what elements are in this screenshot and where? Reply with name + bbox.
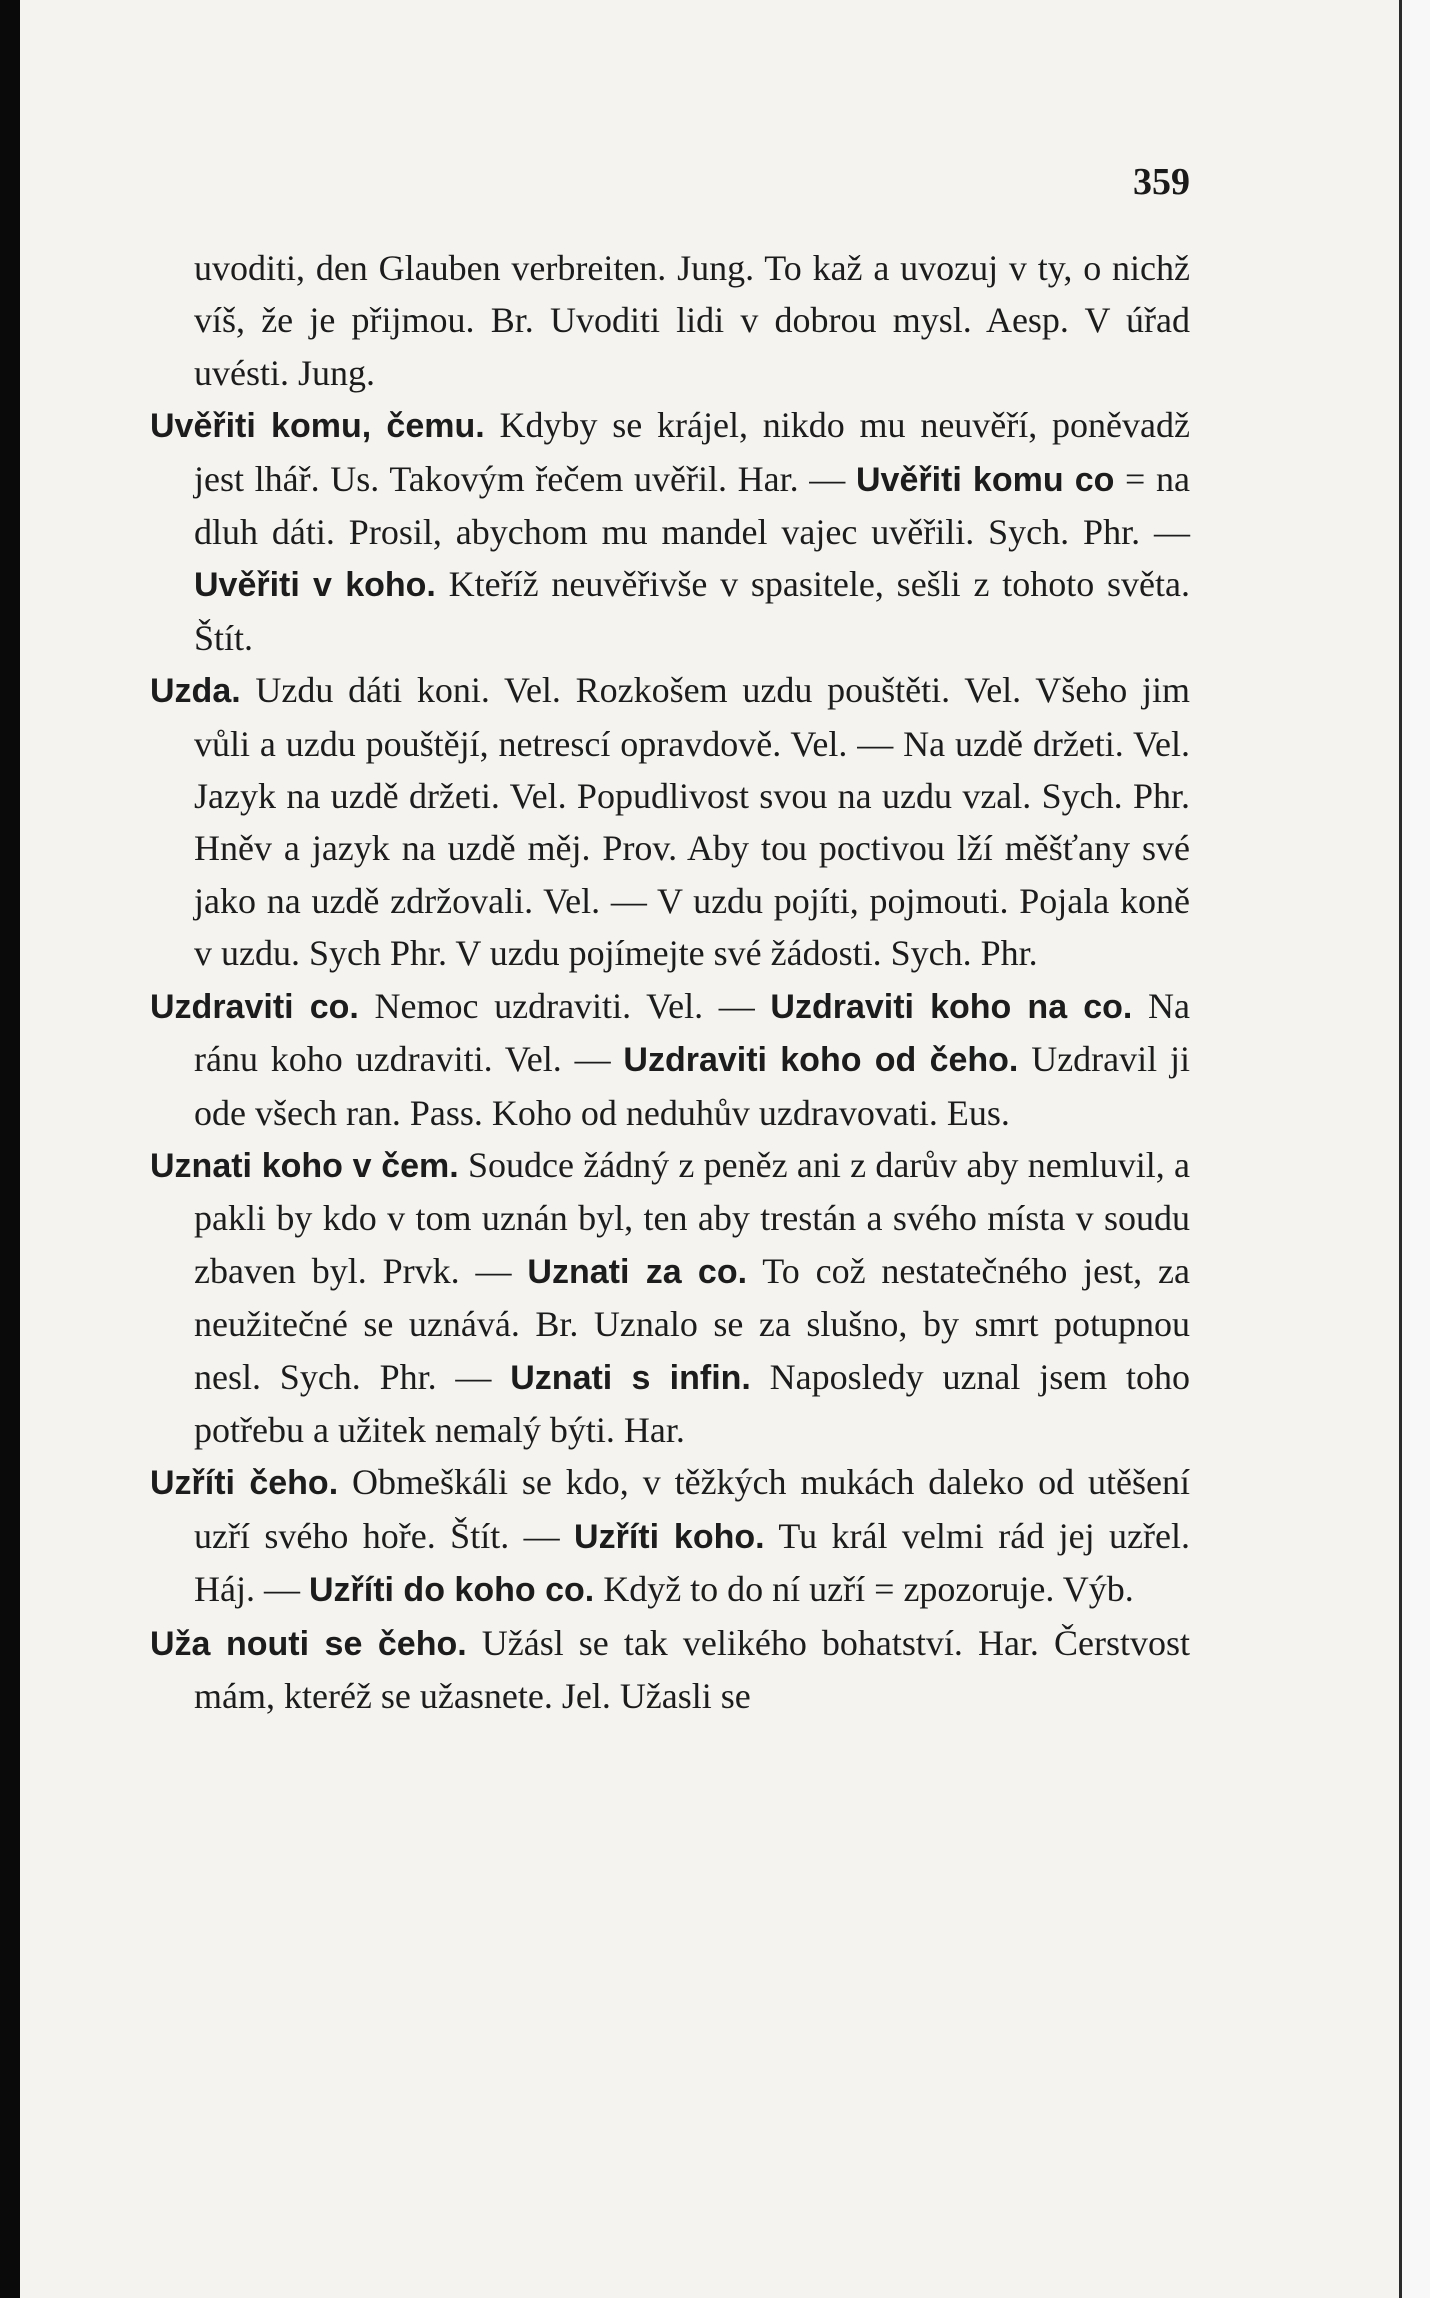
headword: Uža nouti se čeho. [150, 1624, 467, 1663]
headword: Uvěřiti v koho. [194, 566, 436, 605]
entry-text: Soudce žádný z peněz ani z darův aby nemluvil, a pakli by kdo v tom uznán byl, ten aby trestán a svého místa v soudu zbaven byl. Prvk. — [194, 1144, 1191, 1291]
entry-uzda [150, 664, 1190, 979]
entry-text: Uzdu dáti koni. Vel. Rozkošem uzdu pouštěti. Vel. Všeho jim vůli a uzdu pouštějí, netrescí opravdově. Vel. — Na uzdě držeti. Vel. Jazyk na uzdě držeti. Vel. Popudlivost svou na uzdu vzal. Sych. Phr. Hněv a jazyk na uzdě měj. Prov. Aby tou poctivou lží měšťany své jako na uzdě zdržovali. Vel. — V uzdu pojíti, pojmouti. Pojala koně v uzdu. Sych Phr. V uzdu pojímejte své žádosti. Sych. Phr. [194, 670, 1190, 974]
entry-uveriti [150, 399, 1190, 664]
entry-text: Když to do ní uzří = zpozoruje. Výb. [594, 1569, 1134, 1610]
headword: Uznati za co. [527, 1252, 748, 1291]
entry-uzasnouti [150, 1617, 1190, 1723]
dictionary-text [150, 242, 1190, 1722]
scan-left-edge [0, 0, 20, 2298]
entry-text: Užásl se tak velikého bohatství. Har. Čerstvost mám, kteréž se užasnete. Jel. Užasli se [194, 1622, 1190, 1716]
entry-text: Kteříž neuvěřivše v spasitele, sešli z tohoto světa. Štít. [194, 564, 1191, 658]
headword: Uvěřiti komu co [855, 460, 1115, 499]
headword: Uzříti koho. [574, 1517, 765, 1556]
entry-text: uvoditi, den Glauben verbreiten. Jung. To kaž a uvozuj v ty, o nichž víš, že je přijmou. Br. Uvoditi lidi v dobrou mysl. Aesp. V úřad uvésti. Jung. [194, 248, 1190, 393]
entry-text: Obmeškáli se kdo, v těžkých mukách daleko od utěšení uzří svého hoře. Štít. — [194, 1462, 1190, 1556]
headword: Uzdraviti koho na co. [770, 987, 1133, 1026]
entry-text: Naposledy uznal jsem toho potřebu a užitek nemalý býti. Har. [194, 1356, 1191, 1450]
entry-text: To což nestatečného jest, za neužitečné se uznává. Br. Uznalo se za slušno, by smrt potupnou nesl. Sych. Phr. — [194, 1250, 1190, 1397]
entry-text: = na dluh dáti. Prosil, abychom mu mandel vajec uvěřili. Sych. Phr. — [194, 458, 1191, 553]
page-number: 359 [1133, 161, 1190, 203]
entry-text: Na ránu koho uzdraviti. Vel. — [194, 985, 1190, 1080]
headword: Uznati s infin. [510, 1358, 751, 1397]
entry-text: Nemoc uzdraviti. Vel. — [358, 985, 771, 1026]
entry-text: Kdyby se krájel, nikdo mu neuvěří, poněvadž jest lhář. Us. Takovým řečem uvěřil. Har. — [194, 405, 1190, 499]
headword: Uzříti do koho co. [308, 1571, 595, 1610]
headword: Uzdraviti co. [150, 987, 359, 1026]
entry-uznati [150, 1139, 1190, 1456]
headword: Uzříti čeho. [150, 1464, 339, 1503]
entry-text: Uzdravil ji ode všech ran. Pass. Koho od neduhův uzdravovati. Eus. [194, 1039, 1190, 1133]
entry-uzdraviti [150, 980, 1190, 1139]
scan-right-edge [1399, 0, 1430, 2298]
headword: Uzdraviti koho od čeho. [623, 1041, 1019, 1080]
entry-uzriti [150, 1456, 1190, 1616]
headword: Uvěřiti komu, čemu. [150, 407, 485, 446]
entry-uvoditi-continuation [150, 242, 1190, 399]
entry-text: Tu král velmi rád jej uzřel. Háj. — [194, 1515, 1191, 1610]
headword: Uzda. [150, 672, 241, 711]
headword: Uznati koho v čem. [150, 1146, 459, 1185]
